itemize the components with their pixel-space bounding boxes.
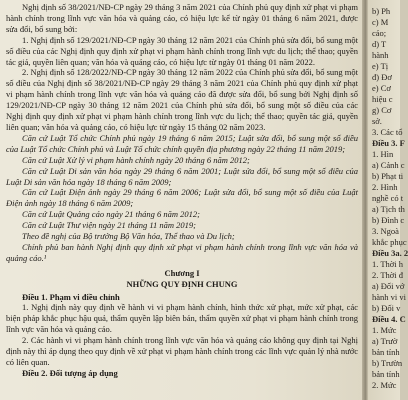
facing-page-line: 2. Hình: [372, 182, 398, 192]
facing-page-line: b) Trườn: [372, 358, 403, 368]
citation-line: Căn cứ Luật Di sản văn hóa ngày 29 tháng 6 năm 2001; Luật sửa đổi, bổ sung một số điều của Luật Di sản văn hóa ngày 18 tháng 6 năm 2009;: [6, 165, 358, 187]
facing-page-line: Điều 3. F: [372, 138, 405, 148]
facing-page-line: c) M: [372, 17, 389, 27]
facing-page-line: Điều 4. C: [372, 314, 406, 324]
facing-page-line: 1. Thời h: [372, 259, 404, 269]
chapter-title: NHỮNG QUY ĐỊNH CHUNG: [126, 278, 238, 289]
facing-page-line: cáo;: [372, 28, 387, 38]
chapter-number: Chương I: [164, 267, 200, 278]
citation-line: Căn cứ Luật Thư viện ngày 21 tháng 11 năm 2019;: [22, 220, 196, 231]
facing-page-line: Điều 3a. 2: [372, 248, 408, 258]
article-1-title: Điều 1. Phạm vi điều chỉnh: [22, 291, 120, 302]
citation-line: Căn cứ Luật Quảng cáo ngày 21 tháng 6 năm 2012;: [22, 209, 200, 220]
facing-page-line: nghề có t: [372, 193, 404, 203]
facing-page: [368, 0, 408, 400]
facing-page-line: g) Cơ: [372, 105, 392, 115]
facing-page-line: a) Trườ: [372, 336, 398, 346]
facing-page-line: b) Phạt ti: [372, 171, 404, 181]
facing-page-line: hành vi vi: [372, 292, 406, 302]
facing-page-line: hiệu c: [372, 94, 393, 104]
facing-page-line: a) Tịch th: [372, 204, 405, 214]
citation-line: Căn cứ Luật Xử lý vi phạm hành chính ngày 20 tháng 6 năm 2012;: [22, 154, 250, 165]
article-1-clause-1: 1. Nghị định này quy định về hành vi vi phạm hành chính, hình thức xử phạt, mức xử phạt, các biện pháp khắc phục hậu quả, thẩm quyền lập biên bản, thẩm quyền xử phạt vi phạm hành chính trong lĩnh vực văn hóa và quảng cáo.: [6, 302, 358, 335]
amendment-1-paragraph: 1. Nghị định số 129/2021/NĐ-CP ngày 30 tháng 12 năm 2021 của Chính phủ sửa đổi, bổ sung một số điều của các Nghị định quy định xử phạt vi phạm hành chính trong lĩnh vực du lịch; thể thao; quyền tác giả, quyền liên quan; văn hóa và quảng cáo, có hiệu lực từ ngày 01 tháng 01 năm 2022.: [6, 34, 358, 67]
facing-page-line: đ) Đơ: [372, 72, 392, 82]
facing-page-line: e) Tị: [372, 61, 389, 71]
citation-line: Căn cứ Luật Tổ chức Chính phủ ngày 19 tháng 6 năm 2015; Luật sửa đổi, bổ sung một số điều của Luật Tổ chức Chính phủ và Luật Tổ chức chính quyền địa phương ngày 22 tháng 11 năm 2019;: [6, 132, 358, 154]
facing-page-line: b) Ph: [372, 6, 391, 16]
facing-page-line: a) Cảnh c: [372, 160, 405, 170]
facing-page-line: d) T: [372, 39, 387, 49]
facing-page-line: hành: [372, 50, 389, 60]
facing-page-line: 1. Mức: [372, 325, 397, 335]
facing-page-line: e) Cơ: [372, 83, 391, 93]
citation-line: Căn cứ Luật Điện ảnh ngày 29 tháng 6 năm 2006; Luật sửa đổi, bổ sung một số điều của Luật Điện ảnh ngày 18 tháng 6 năm 2009;: [6, 187, 358, 209]
article-1-clause-2: 2. Các hành vi vi phạm hành chính trong lĩnh vực văn hóa và quảng cáo không quy định tại Nghị định này thì áp dụng theo quy định về xử phạt vi phạm hành chính trong các lĩnh vực quản lý nhà nước có liên quan.: [6, 335, 358, 367]
facing-page-line: khắc phục: [372, 237, 407, 247]
facing-page-line: sở.: [372, 116, 382, 126]
enactment-line: Chính phủ ban hành Nghị định quy định xử phạt vi phạm hành chính trong lĩnh vực văn hóa và quảng cáo.¹: [6, 241, 358, 263]
facing-page-line: 3. Ngoà: [372, 226, 399, 236]
facing-page-line: a) Đối vớ: [372, 281, 405, 291]
facing-page-line: 2. Mức: [372, 380, 397, 390]
document-body: [6, 2, 358, 379]
facing-page-line: b) Đối v: [372, 303, 401, 313]
amendment-2-paragraph: 2. Nghị định số 128/2022/NĐ-CP ngày 30 tháng 12 năm 2022 của Chính phủ sửa đổi, bổ sung một số điều của Nghị định số 38/2021/NĐ-CP ngày 29 tháng 3 năm 2021 của Chính phủ quy định xử phạt vi phạm hành chính trong lĩnh vực văn hóa và quảng cáo đã được sửa đổi, bổ sung bởi Nghị định số 129/2021/NĐ-CP ngày 30 tháng 12 năm 2021 của Chính phủ sửa đổi, bổ sung một số điều của các Nghị định quy định xử phạt vi phạm hành chính trong lĩnh vực du lịch; thể thao; quyền tác giả, quyền liên quan; văn hóa và quảng cáo, có hiệu lực từ ngày 15 tháng 02 năm 2023.: [6, 67, 358, 132]
facing-page-line: 2. Thời đ: [372, 270, 404, 280]
facing-page-line: 3. Các tổ: [372, 127, 403, 137]
intro-paragraph: Nghị định số 38/2021/NĐ-CP ngày 29 tháng 3 năm 2021 của Chính phủ quy định xử phạt vi phạm hành chính trong lĩnh vực văn hóa và quảng cáo, có hiệu lực kể từ ngày 01 tháng 6 năm 2021, được sửa đổi, bổ sung bởi:: [6, 2, 358, 34]
facing-page-line: bản tính: [372, 347, 400, 357]
facing-page-line: b) Đình c: [372, 215, 405, 225]
facing-page-line: 1. Hìn: [372, 149, 394, 159]
citation-line: Theo đề nghị của Bộ trưởng Bộ Văn hóa, Thể thao và Du lịch;: [22, 231, 235, 242]
facing-page-line: bản tính: [372, 369, 400, 379]
article-2-title: Điều 2. Đối tượng áp dụng: [22, 367, 118, 378]
